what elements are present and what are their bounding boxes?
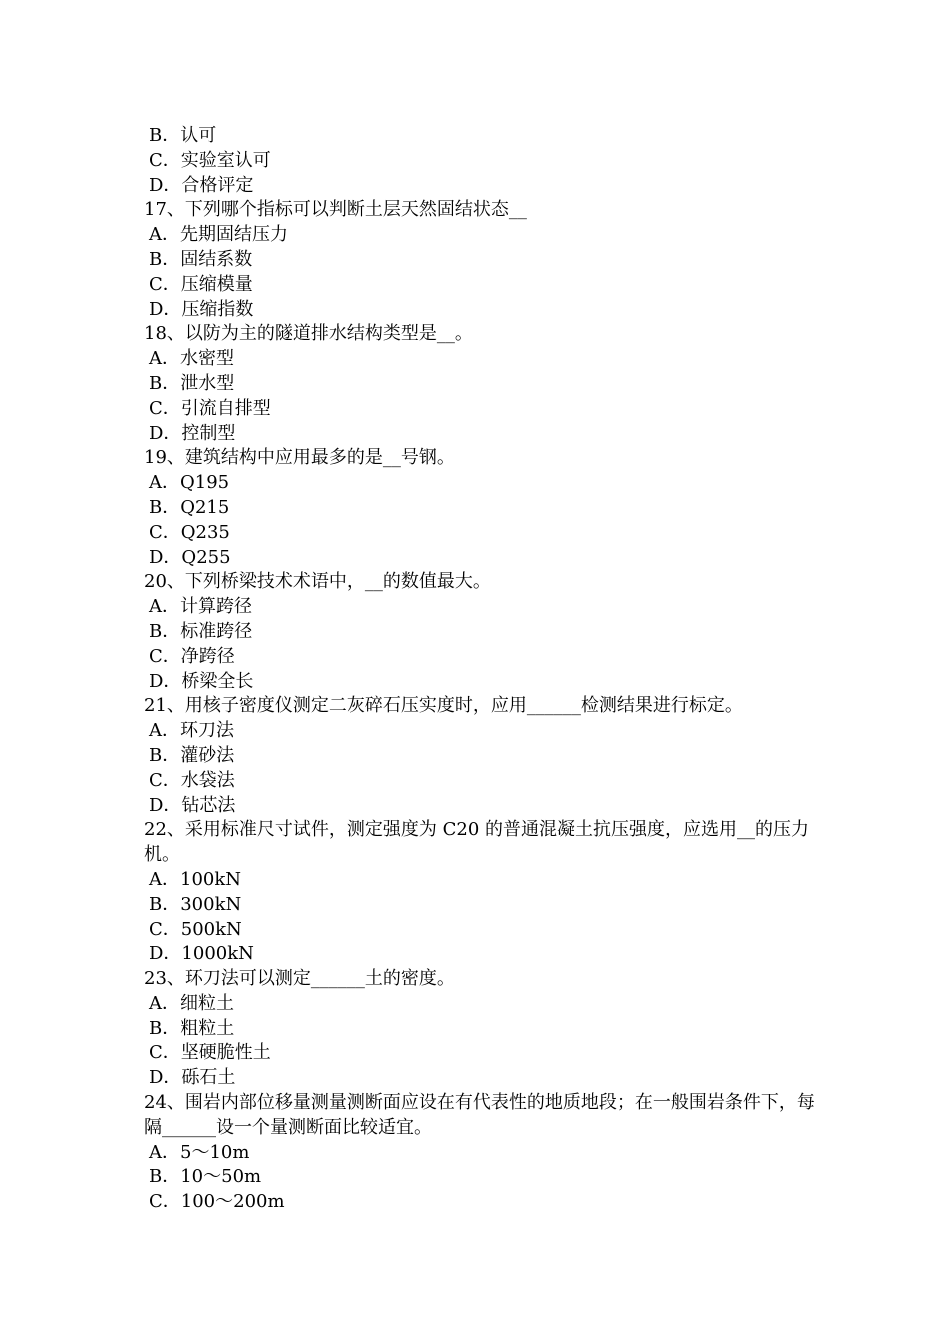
answer-option: C．压缩模量 [149,273,253,295]
answer-option: A．100kN [149,868,242,890]
answer-option: D．控制型 [149,422,236,444]
answer-option: C．500kN [149,918,242,940]
answer-option: A．计算跨径 [149,596,252,618]
answer-option: D．钻芯法 [149,794,236,816]
question-text: 21、用核子密度仪测定二灰碎石压实度时，应用______检测结果进行标定。 [144,695,743,717]
answer-option: A．细粒土 [149,992,234,1014]
document-page [0,124,950,1215]
answer-option: B．10～50m [149,1166,262,1188]
answer-option: D．Q255 [149,546,231,568]
answer-option: C．实验室认可 [149,149,271,171]
answer-option: D．桥梁全长 [149,670,254,692]
question-text: 22、采用标准尺寸试件，测定强度为 C20 的普通混凝土抗压强度，应选用__的压力机。 [144,819,810,866]
answer-option: C．水袋法 [149,769,235,791]
question-text: 18、以防为主的隧道排水结构类型是__。 [144,323,473,345]
answer-option: C．引流自排型 [149,397,271,419]
answer-option: B．标准跨径 [149,620,253,642]
answer-option: B．认可 [149,125,217,146]
answer-option: A．环刀法 [149,720,234,742]
answer-option: A．5～10m [149,1141,250,1163]
answer-option: C．净跨径 [149,645,235,667]
answer-option: B．粗粒土 [149,1017,235,1039]
answer-option: C．坚硬脆性土 [149,1042,271,1064]
question-text: 20、下列桥梁技术术语中，__的数值最大。 [144,571,491,593]
answer-option: B．Q215 [149,496,230,518]
answer-option: D．合格评定 [149,174,254,196]
answer-option: A．Q195 [149,472,230,494]
answer-option: D．1000kN [149,943,254,965]
answer-option: A．水密型 [149,348,234,370]
answer-option: A．先期固结压力 [149,224,288,246]
answer-option: B．泄水型 [149,372,235,394]
answer-option: B．固结系数 [149,248,253,270]
question-text: 17、下列哪个指标可以判断土层天然固结状态__ [144,199,527,221]
answer-option: B．灌砂法 [149,744,235,766]
answer-option: C．Q235 [149,521,230,543]
question-text: 23、环刀法可以测定______土的密度。 [144,968,455,990]
answer-option: D．砾石土 [149,1067,236,1089]
answer-option: B．300kN [149,893,242,915]
question-text: 24、围岩内部位移量测量测断面应设在有代表性的地质地段；在一般围岩条件下，每隔______设一个量测断面比较适宜。 [144,1092,815,1138]
answer-option: D．压缩指数 [149,298,254,320]
question-text: 19、建筑结构中应用最多的是__号钢。 [144,447,455,469]
answer-option: C．100～200m [149,1191,285,1213]
